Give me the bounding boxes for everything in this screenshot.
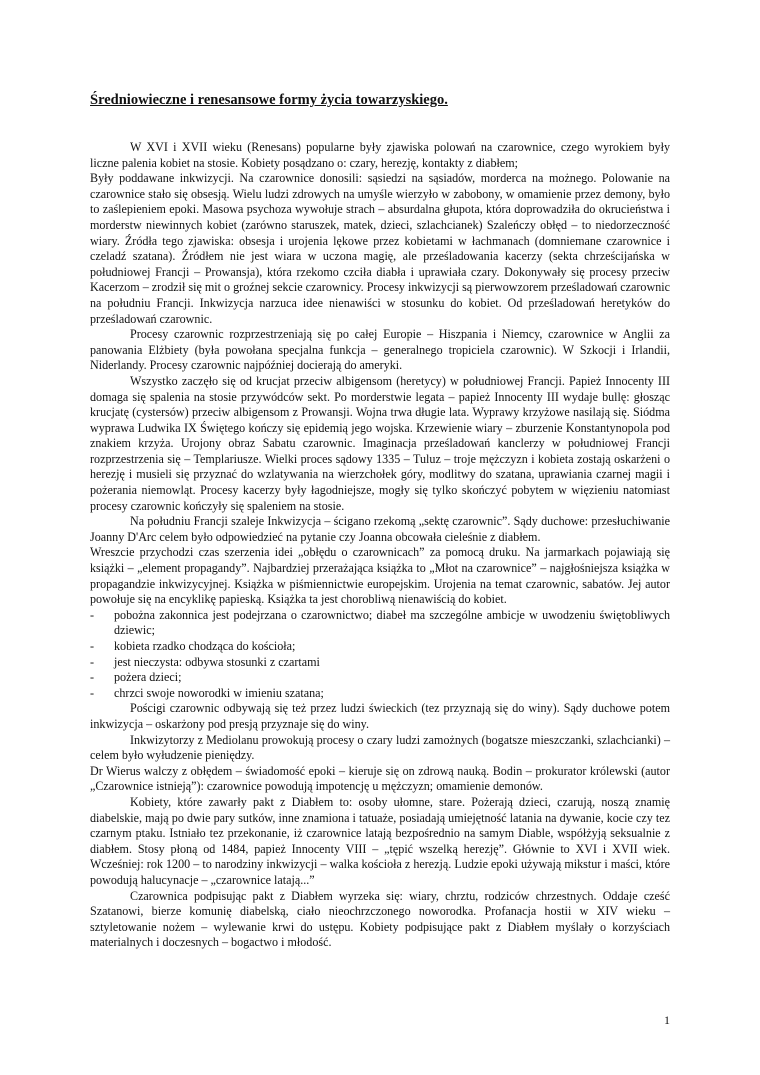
list-item: - jest nieczysta: odbywa stosunki z czartami bbox=[90, 655, 670, 671]
list-item: - chrzci swoje noworodki w imieniu szatana; bbox=[90, 686, 670, 702]
list-item: - pobożna zakonnica jest podejrzana o czarownictwo; diabeł ma szczególne ambicje w uwodzeniu świętobliwych dziewic; bbox=[90, 608, 670, 639]
paragraph: W XVI i XVII wieku (Renesans) popularne były zjawiska polowań na czarownice, czego wyrokiem były liczne palenia kobiet na stosie. Kobiety posądzano o: czary, herezję, kontakty z diabłem; bbox=[90, 140, 670, 170]
paragraph: Wszystko zaczęło się od krucjat przeciw albigensom (heretycy) w południowej Francji. Papież Innocenty III domaga się spalenia na stosie przywódców sekt. Po morderstwie legata – papież Innocenty III wydaje bullę: głosząc krucjatę (cystersów) przeciw albigensom z Prowansji. Wojna trwa długie lata. Wyprawy krzyżowe nasilają się. Siódma wyprawa Ludwika IX Świętego kończy się epidemią jego wojska. Krzewienie wiary – zburzenie Konstantynopola pod znakiem krzyża. Urojony obraz Sabatu czarownic. Imaginacja prześladowań kanclerzy w południowej Francji rozprzestrzenia się – Templariusze. Wielki proces sądowy 1335 – Tuluz – troje mężczyzn i kobieta zostają oskarżeni o herezję i musieli się przyznać do wzlatywania na wierzchołek góry, modlitwy do szatana, uprawiania czarnej magii i pożerania niemowląt. Procesy kacerzy były łagodniejsze, mogły się tylko skończyć pobytem w więzieniu natomiast procesy czarownic kończyły się spaleniem na stosie. bbox=[90, 373, 670, 513]
document-title: Średniowieczne i renesansowe formy życia towarzyskiego. bbox=[90, 92, 448, 108]
witch-traits-list bbox=[90, 608, 670, 702]
paragraph: Pościgi czarownic odbywają się też przez ludzi świeckich (tez przyznają się do winy). Sądy duchowe potem inkwizycja – oskarżony pod presją przyznaje się do winy. bbox=[90, 701, 670, 731]
paragraph: Inkwizytorzy z Mediolanu prowokują procesy o czary ludzi zamożnych (bogatsze mieszczanki, szlachcianki) – celem było wyłudzenie pieniędzy. bbox=[90, 732, 670, 763]
page-number: 1 bbox=[664, 1013, 670, 1027]
list-item: - pożera dzieci; bbox=[90, 670, 670, 686]
paragraph: Były poddawane inkwizycji. Na czarownice donosili: sąsiedzi na sąsiadów, morderca na możnego. Polowanie na czarownice stało się obsesją. Wielu ludzi zdrowych na umyśle wierzyło w zabobony, w omamienie przez demony, było to zaślepieniem epoki. Masowa psychoza wywołuje strach – absurdalna głupota, która doprowadziła do okrucieństwa i morderstw niewinnych kobiet (zarówno staruszek, matek, dzieci, szlachcianek) Szaleńczy obłęd – to niedorzeczność wiary. Źródła tego zjawiska: obsesja i urojenia lękowe przez kobietami w łachmanach (domniemane czarownice i czeladź szatana). Źródłem nie jest wiara w uczona magię, ale prześladowania kacerzy (sekta chrześcijańska w południowej Francji – Prowansja), która rzekomo czciła diabła i uprawiała czary. Dokonywały się procesy przeciw Kacerzom – zrodził się mit o groźnej sekcie czarownicy. Procesy inkwizycji są pierwowzorem prześladowań czarownic na południu Francji. Inkwizycja narzuca idee nienawiści w stosunku do kobiet. Od prześladowań heretyków do prześladowań czarownic. bbox=[90, 171, 670, 326]
paragraph: Czarownica podpisując pakt z Diabłem wyrzeka się: wiary, chrztu, rodziców chrzestnych. Oddaje cześć Szatanowi, bierze komunię diabelską, ciało nieochrzczonego noworodka. Profanacja hostii w XIV wieku – sztyletowanie nożem – wylewanie krwi do ustępu. Kobiety podpisujące pakt z Diabłem myślały o korzyściach materialnych i doczesnych – bogactwo i młodość. bbox=[90, 888, 670, 950]
paragraph: Wreszcie przychodzi czas szerzenia idei „obłędu o czarownicach” za pomocą druku. Na jarmarkach pojawiają się książki – „element propagandy”. Najbardziej przerażająca książka to „Młot na czarownice” – najgłośniejsza książka w propagandzie inkwizycyjnej. Książka w piśmiennictwie europejskim. Urojenia na temat czarownic, sabatów. Jej autor powołuje się na encyklikę papieską. Książka ta jest chorobliwą nienawiścią do kobiet. bbox=[90, 545, 670, 607]
paragraph: Procesy czarownic rozprzestrzeniają się po całej Europie – Hiszpania i Niemcy, czarownice w Anglii za panowania Elżbiety (była powołana specjalna funkcja – generalnego tropiciela czarownic). W Szkocji i Irlandii, Niderlandy. Procesy czarownic najpóźniej docierają do ameryki. bbox=[90, 327, 670, 373]
paragraph: Kobiety, które zawarły pakt z Diabłem to: osoby ułomne, stare. Pożerają dzieci, czarują, noszą znamię diabelskie, mają po dwie pary sutków, inne znamiona i tatuaże, posiadają umiejętność latania na dywanie, kocie czy tez czarnym ptaku. Istniało tez przekonanie, iż czarownice latają bezpośrednio na samym Diable, współżyją seksualnie z diabłem. Stosy płoną od 1484, papież Innocenty VIII – „tępić wszelką herezję”. Głównie to XVI i XVII wiek. Wcześniej: rok 1200 – to narodziny inkwizycji – walka kościoła z herezją. Ludzie epoki używają mikstur i maści, które powodują halucynacje – „czarownice latają...” bbox=[90, 794, 670, 887]
list-item: - kobieta rzadko chodząca do kościoła; bbox=[90, 639, 670, 655]
document-body bbox=[90, 140, 670, 951]
paragraph: Na południu Francji szaleje Inkwizycja – ścigano rzekomą „sektę czarownic”. Sądy duchowe: przesłuchiwanie Joanny D'Arc celem było odpowiedzieć na pytanie czy Joanna obcowała cieleśnie z diabłem. bbox=[90, 514, 670, 544]
paragraph: Dr Wierus walczy z obłędem – świadomość epoki – kieruje się on zdrową nauką. Bodin – prokurator królewski (autor „Czarownice istnieją”): czarownice powodują impotencję u mężczyzn; omamienie demonów. bbox=[90, 763, 670, 794]
